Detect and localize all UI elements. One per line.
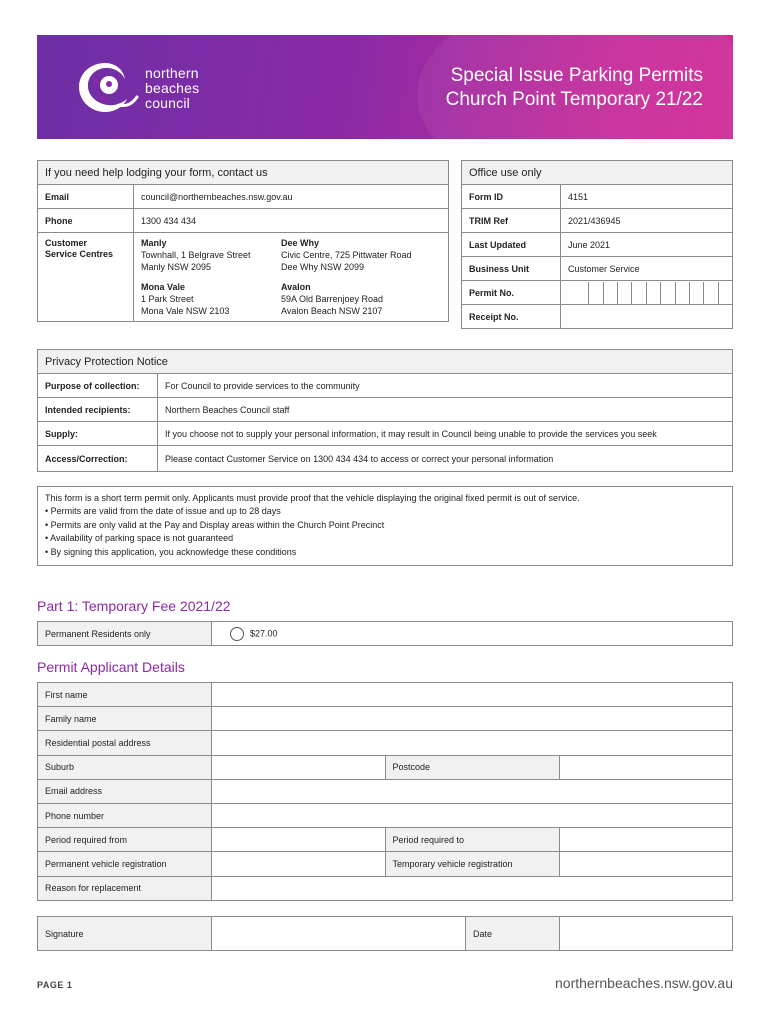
logo-line: beaches	[145, 79, 200, 96]
date-field[interactable]	[560, 917, 733, 951]
privacy-notice-table	[37, 349, 733, 472]
help-heading: If you need help lodging your form, contact us	[38, 161, 449, 185]
applicant-details-table	[37, 682, 733, 901]
trim-ref-value: 2021/436945	[561, 209, 733, 233]
centres-label-line2: Service Centres	[45, 249, 114, 259]
permit-conditions	[37, 486, 733, 566]
email-address-label: Email address	[38, 779, 212, 803]
postal-address-label: Residential postal address	[38, 731, 212, 755]
family-name-label: Family name	[38, 707, 212, 731]
condition-line: • Permits are only valid at the Pay and Display areas within the Church Point Precinct	[45, 519, 385, 530]
privacy-value: If you choose not to supply your personal information, it may result in Council being unable to provide the services you seek	[158, 422, 733, 446]
page-number: PAGE 1	[37, 980, 73, 990]
receipt-number-field[interactable]	[561, 305, 733, 329]
form-id-value: 4151	[561, 185, 733, 209]
office-label: Receipt No.	[462, 305, 561, 329]
permanent-rego-field[interactable]	[212, 852, 386, 876]
centre-manly: Manly Townhall, 1 Belgrave Street Manly NSW 2095	[141, 238, 251, 272]
phone-number-field[interactable]	[212, 803, 733, 827]
centre-avalon: Avalon 59A Old Barrenjoey Road Avalon Beach NSW 2107	[281, 282, 384, 316]
phone-number-label: Phone number	[38, 803, 212, 827]
email-label: Email	[38, 185, 134, 209]
period-to-field[interactable]	[559, 828, 733, 852]
suburb-label: Suburb	[38, 755, 212, 779]
privacy-label: Access/Correction:	[38, 446, 158, 472]
council-email[interactable]: council@northernbeaches.nsw.gov.au	[134, 185, 449, 209]
council-phone: 1300 434 434	[134, 209, 449, 233]
first-name-label: First name	[38, 683, 212, 707]
postcode-label: Postcode	[385, 755, 559, 779]
privacy-heading: Privacy Protection Notice	[38, 350, 733, 374]
header-banner	[37, 35, 733, 139]
form-title-line2: Church Point Temporary 21/22	[445, 89, 703, 110]
postal-address-field[interactable]	[212, 731, 733, 755]
fee-radio-button[interactable]	[230, 627, 244, 641]
date-label: Date	[466, 917, 560, 951]
signature-field[interactable]	[212, 917, 466, 951]
council-website[interactable]: northernbeaches.nsw.gov.au	[555, 975, 733, 991]
centre-dee-why: Dee Why Civic Centre, 725 Pittwater Road Dee Why NSW 2099	[281, 238, 412, 272]
signature-table	[37, 916, 733, 951]
permanent-rego-label: Permanent vehicle registration	[38, 852, 212, 876]
office-label: Last Updated	[462, 233, 561, 257]
privacy-label: Intended recipients:	[38, 398, 158, 422]
privacy-value: Please contact Customer Service on 1300 434 434 to access or correct your personal information	[158, 446, 733, 472]
help-contact-table	[37, 160, 449, 322]
fee-table	[37, 621, 733, 646]
centre-mona-vale: Mona Vale 1 Park Street Mona Vale NSW 2103	[141, 282, 230, 316]
last-updated-value: June 2021	[561, 233, 733, 257]
business-unit-value: Customer Service	[561, 257, 733, 281]
privacy-label: Supply:	[38, 422, 158, 446]
privacy-label: Purpose of collection:	[38, 374, 158, 398]
reason-field[interactable]	[212, 876, 733, 900]
council-logo-icon	[69, 57, 141, 119]
fee-label: Permanent Residents only	[38, 622, 212, 646]
period-from-label: Period required from	[38, 828, 212, 852]
office-heading: Office use only	[462, 161, 733, 185]
period-to-label: Period required to	[385, 828, 559, 852]
office-label: TRIM Ref	[462, 209, 561, 233]
temporary-rego-label: Temporary vehicle registration	[385, 852, 559, 876]
office-label: Form ID	[462, 185, 561, 209]
logo-line: council	[145, 94, 190, 111]
temporary-rego-field[interactable]	[559, 852, 733, 876]
centres-label	[38, 233, 134, 322]
permit-number-boxes[interactable]	[561, 281, 733, 305]
privacy-value: For Council to provide services to the community	[158, 374, 733, 398]
family-name-field[interactable]	[212, 707, 733, 731]
council-logo-text	[145, 66, 199, 111]
postcode-field[interactable]	[559, 755, 733, 779]
applicant-heading: Permit Applicant Details	[37, 659, 185, 675]
privacy-value: Northern Beaches Council staff	[158, 398, 733, 422]
period-from-field[interactable]	[212, 828, 386, 852]
phone-label: Phone	[38, 209, 134, 233]
office-use-table	[461, 160, 733, 329]
office-label: Business Unit	[462, 257, 561, 281]
centres-label-line1: Customer	[45, 238, 88, 248]
condition-line: • Permits are valid from the date of issue and up to 28 days	[45, 506, 281, 517]
fee-amount: $27.00	[250, 627, 278, 638]
part1-heading: Part 1: Temporary Fee 2021/22	[37, 598, 231, 614]
signature-label: Signature	[38, 917, 212, 951]
first-name-field[interactable]	[212, 683, 733, 707]
logo-line: northern	[145, 64, 199, 81]
office-label: Permit No.	[462, 281, 561, 305]
form-title-line1: Special Issue Parking Permits	[450, 65, 703, 86]
form-title	[446, 64, 703, 112]
fee-option[interactable]	[212, 622, 733, 646]
reason-label: Reason for replacement	[38, 876, 212, 900]
email-address-field[interactable]	[212, 779, 733, 803]
condition-line: • Availability of parking space is not guaranteed	[45, 533, 234, 544]
condition-line: This form is a short term permit only. Applicants must provide proof that the vehicle displaying the original fixed permit is out of service.	[45, 493, 580, 503]
service-centres	[134, 233, 449, 322]
suburb-field[interactable]	[212, 755, 386, 779]
condition-line: • By signing this application, you acknowledge these conditions	[45, 546, 297, 557]
council-logo	[69, 57, 199, 119]
